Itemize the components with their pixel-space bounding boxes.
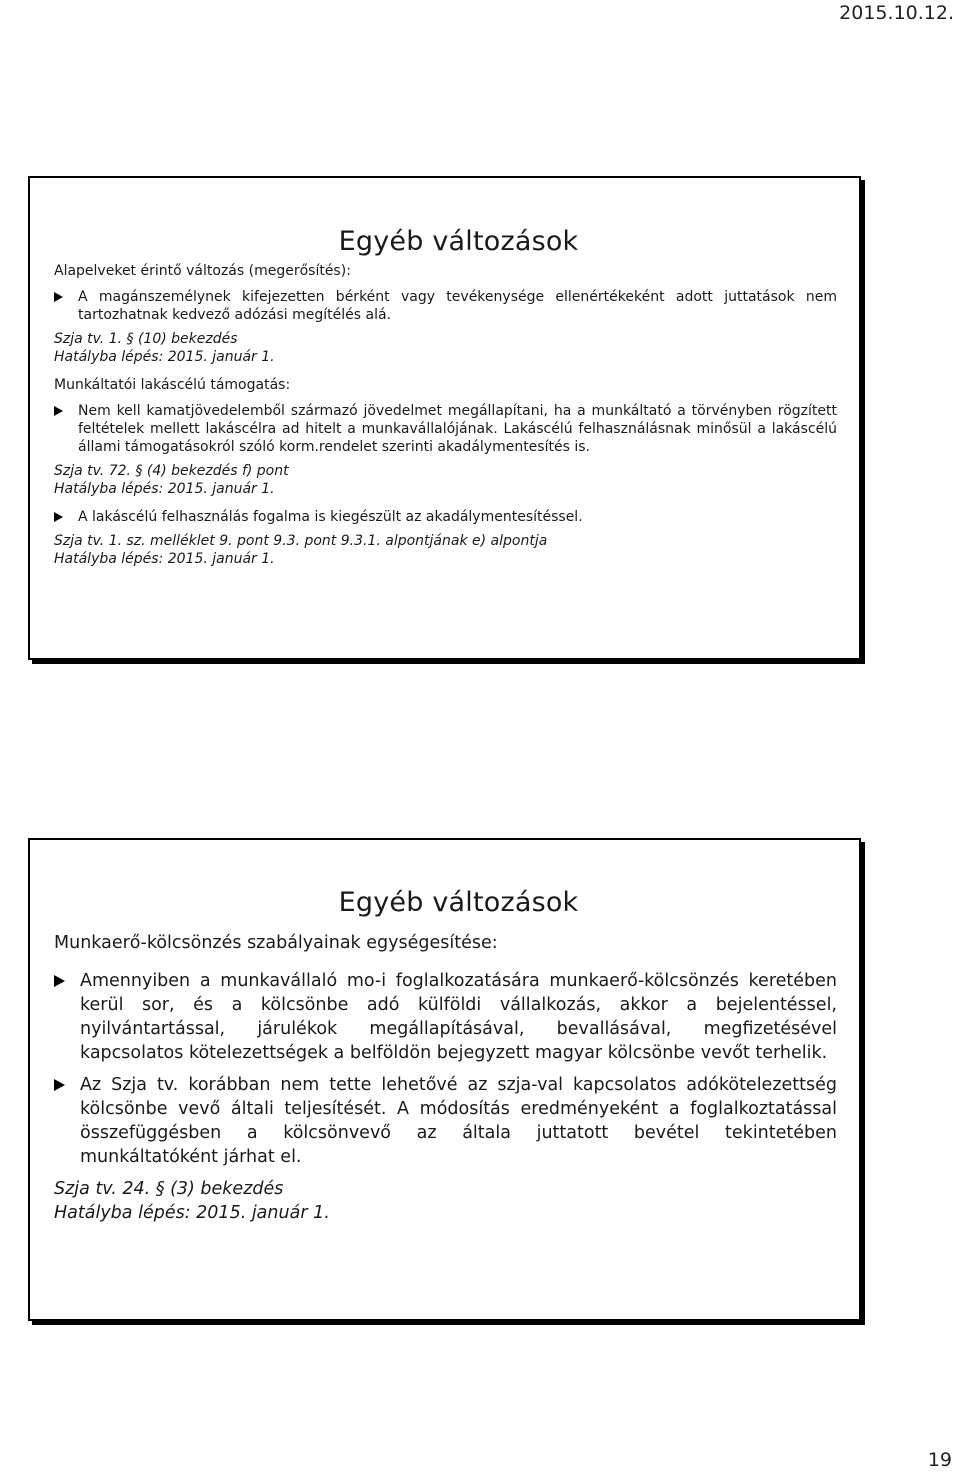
legal-reference: Szja tv. 72. § (4) bekezdés f) pont xyxy=(54,463,289,479)
bullet-text: A lakáscélú felhasználás fogalma is kiegészült az akadálymentesítéssel. xyxy=(78,509,583,525)
bullet-text: Nem kell kamatjövedelemből származó jövedelmet megállapítani, ha a munkáltató a törvényben rögzített feltételek mellett lakáscélra ad hitelt a munkavállalójának. Lakáscélú felhasználásnak minősül a lakáscélú állami támogatásokról szóló korm.rendelet szerinti akadálymentesítés is. xyxy=(78,403,837,455)
triangle-bullet-icon xyxy=(54,969,80,1065)
bullet-text: A magánszemélynek kifejezetten bérként vagy tevékenysége ellenértékeként adott juttatások nem tartozhatnak kedvező adózási megítélés alá. xyxy=(78,289,837,323)
slide-1 xyxy=(28,176,861,660)
section-heading: Munkáltatói lakáscélú támogatás: xyxy=(54,377,291,393)
bullet-item xyxy=(54,508,837,526)
legal-reference: Szja tv. 24. § (3) bekezdés xyxy=(54,1179,284,1199)
bullet-item xyxy=(54,402,837,456)
bullet-item xyxy=(54,1073,837,1169)
triangle-bullet-icon xyxy=(54,508,78,526)
effective-date: Hatályba lépés: 2015. január 1. xyxy=(54,349,275,365)
bullet-item xyxy=(54,969,837,1065)
triangle-bullet-icon xyxy=(54,1073,80,1169)
bullet-item xyxy=(54,288,837,324)
bullet-text: Az Szja tv. korábban nem tette lehetővé az szja-val kapcsolatos adókötelezettség kölcsönbe vevő általi teljesítését. A módosítás eredményeként a foglalkoztatással összefüggésben a kölcsönvevő az általa juttatott bevétel tekintetében munkáltatóként járhat el. xyxy=(80,1075,837,1167)
page-number: 19 xyxy=(927,1449,952,1471)
effective-date: Hatályba lépés: 2015. január 1. xyxy=(54,551,275,567)
legal-reference: Szja tv. 1. § (10) bekezdés xyxy=(54,331,238,347)
slide-2 xyxy=(28,838,861,1321)
slide-content xyxy=(30,921,859,1225)
effective-date: Hatályba lépés: 2015. január 1. xyxy=(54,481,275,497)
slide-title: Egyéb változások xyxy=(338,226,579,257)
header-date: 2015.10.12. xyxy=(839,2,954,24)
triangle-bullet-icon xyxy=(54,288,78,324)
triangle-bullet-icon xyxy=(54,402,78,456)
slide-content xyxy=(30,260,859,568)
section-heading: Munkaerő-kölcsönzés szabályainak egységesítése: xyxy=(54,933,498,953)
slide-title: Egyéb változások xyxy=(338,887,579,918)
effective-date: Hatályba lépés: 2015. január 1. xyxy=(54,1203,330,1223)
bullet-text: Amennyiben a munkavállaló mo-i foglalkozatására munkaerő-kölcsönzés keretében kerül sor, és a kölcsönbe adó külföldi vállalkozás, akkor a bejelentéssel, nyilvántartással, járulékok megállapításával, bevallásával, megfizetésével kapcsolatos kötelezettségek a belföldön bejegyzett magyar kölcsönbe vevőt terhelik. xyxy=(80,971,837,1063)
legal-reference: Szja tv. 1. sz. melléklet 9. pont 9.3. pont 9.3.1. alpontjának e) alpontja xyxy=(54,533,548,549)
section-heading: Alapelveket érintő változás (megerősítés): xyxy=(54,263,351,279)
